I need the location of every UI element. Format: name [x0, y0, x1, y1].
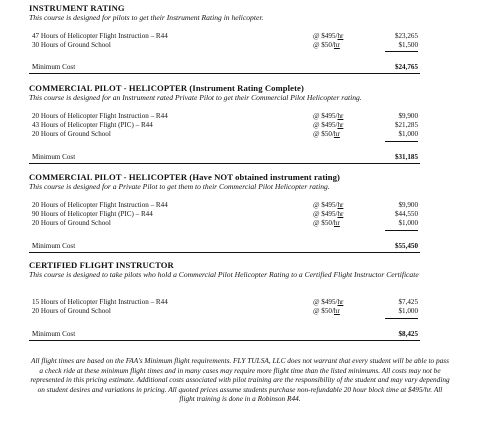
line-item-amount: $7,425 — [398, 298, 418, 306]
line-item-amount: $9,900 — [398, 201, 418, 209]
minimum-cost-row — [32, 62, 418, 72]
line-item-label: 20 Hours of Ground School — [32, 130, 111, 138]
line-item-label: 15 Hours of Helicopter Flight Instruction – R44 — [32, 298, 168, 306]
line-item-label: 20 Hours of Helicopter Flight Instruction – R44 — [32, 201, 168, 209]
line-item-label: 20 Hours of Helicopter Flight Instruction – R44 — [32, 112, 168, 120]
line-item-amount: $44,550 — [394, 210, 418, 218]
section-title-commercial-pilot-instrument: COMMERCIAL PILOT - HELICOPTER (Instrument Rating Complete) — [29, 83, 304, 93]
section-description: This course is designed for a Private Pilot to get them to their Commercial Pilot Helicopter rating. — [29, 182, 330, 191]
line-item-label: 20 Hours of Ground School — [32, 219, 111, 227]
minimum-cost-label: Minimum Cost — [32, 242, 76, 250]
line-item-row — [32, 219, 418, 228]
minimum-cost-value: $55,450 — [394, 242, 418, 250]
minimum-cost-value: $31,185 — [394, 153, 418, 161]
subtotal-rule — [385, 51, 418, 52]
line-item-row — [32, 210, 418, 219]
minimum-cost-label: Minimum Cost — [32, 153, 76, 161]
section-title-instrument-rating: INSTRUMENT RATING — [29, 3, 125, 13]
section-divider — [29, 340, 420, 341]
minimum-cost-value: $24,765 — [394, 63, 418, 71]
section-divider — [29, 252, 420, 253]
line-item-row — [32, 130, 418, 139]
line-item-label: 47 Hours of Helicopter Flight Instruction – R44 — [32, 32, 168, 40]
line-item-rate: @ $50/hr — [313, 130, 340, 138]
minimum-cost-label: Minimum Cost — [32, 330, 76, 338]
line-item-rate: @ $495/hr — [313, 210, 344, 218]
line-item-amount: $1,500 — [398, 41, 418, 49]
line-item-label: 30 Hours of Ground School — [32, 41, 111, 49]
section-description: This course is designed for an Instrument rated Private Pilot to get their Commercial Pilot Helicopter rating. — [29, 93, 362, 102]
line-item-rate: @ $50/hr — [313, 41, 340, 49]
minimum-cost-label: Minimum Cost — [32, 63, 76, 71]
line-item-rate: @ $495/hr — [313, 121, 344, 129]
minimum-cost-row — [32, 152, 418, 162]
line-item-amount: $21,285 — [394, 121, 418, 129]
line-item-label: 43 Hours of Helicopter Flight (PIC) – R44 — [32, 121, 153, 129]
line-item-row — [32, 32, 418, 41]
line-item-rate: @ $495/hr — [313, 32, 344, 40]
section-divider — [29, 73, 420, 74]
line-item-row — [32, 307, 418, 316]
section-description: This course is designed to take pilots who hold a Commercial Pilot Helicopter Rating to a Certified Flight Instructor Certificate — [29, 270, 419, 279]
line-item-label: 20 Hours of Ground School — [32, 307, 111, 315]
subtotal-rule — [385, 318, 418, 319]
line-item-amount: $1,000 — [398, 219, 418, 227]
subtotal-rule — [385, 230, 418, 231]
section-divider — [29, 163, 420, 164]
disclaimer-footer: All flight times are based on the FAA's Minimum flight requirements. FLY TULSA, LLC does not warrant that every student will be able to pass a check ride at these minimum flight times and in many cases may require more flight time than the listed minimums. All costs may not be represented in this pricing estimate. Additional costs associated with pilot training are the responsibility of the student and may vary depending on student desires and variations in pricing. All quoted prices assume students purchase non-refundable 20 hour block time at $495/hr. All flight training is done in a Robinson R44. — [30, 356, 450, 404]
line-item-amount: $23,265 — [394, 32, 418, 40]
section-title-commercial-pilot-no-instrument: COMMERCIAL PILOT - HELICOPTER (Have NOT obtained instrument rating) — [29, 172, 341, 182]
minimum-cost-row — [32, 329, 418, 339]
line-item-rate: @ $50/hr — [313, 219, 340, 227]
line-item-amount: $1,000 — [398, 307, 418, 315]
section-title-cfi: CERTIFIED FLIGHT INSTRUCTOR — [29, 260, 174, 270]
line-item-row — [32, 112, 418, 121]
line-item-amount: $9,900 — [398, 112, 418, 120]
line-item-rate: @ $495/hr — [313, 298, 344, 306]
minimum-cost-value: $8,425 — [398, 330, 418, 338]
minimum-cost-row — [32, 241, 418, 251]
section-description: This course is designed for pilots to get their Instrument Rating in helicopter. — [29, 13, 264, 22]
line-item-row — [32, 298, 418, 307]
line-item-label: 90 Hours of Helicopter Flight (PIC) – R44 — [32, 210, 153, 218]
line-item-rate: @ $495/hr — [313, 201, 344, 209]
line-item-amount: $1,000 — [398, 130, 418, 138]
line-item-row — [32, 121, 418, 130]
line-item-rate: @ $495/hr — [313, 112, 344, 120]
line-item-row — [32, 201, 418, 210]
line-item-rate: @ $50/hr — [313, 307, 340, 315]
subtotal-rule — [385, 141, 418, 142]
line-item-row — [32, 41, 418, 50]
